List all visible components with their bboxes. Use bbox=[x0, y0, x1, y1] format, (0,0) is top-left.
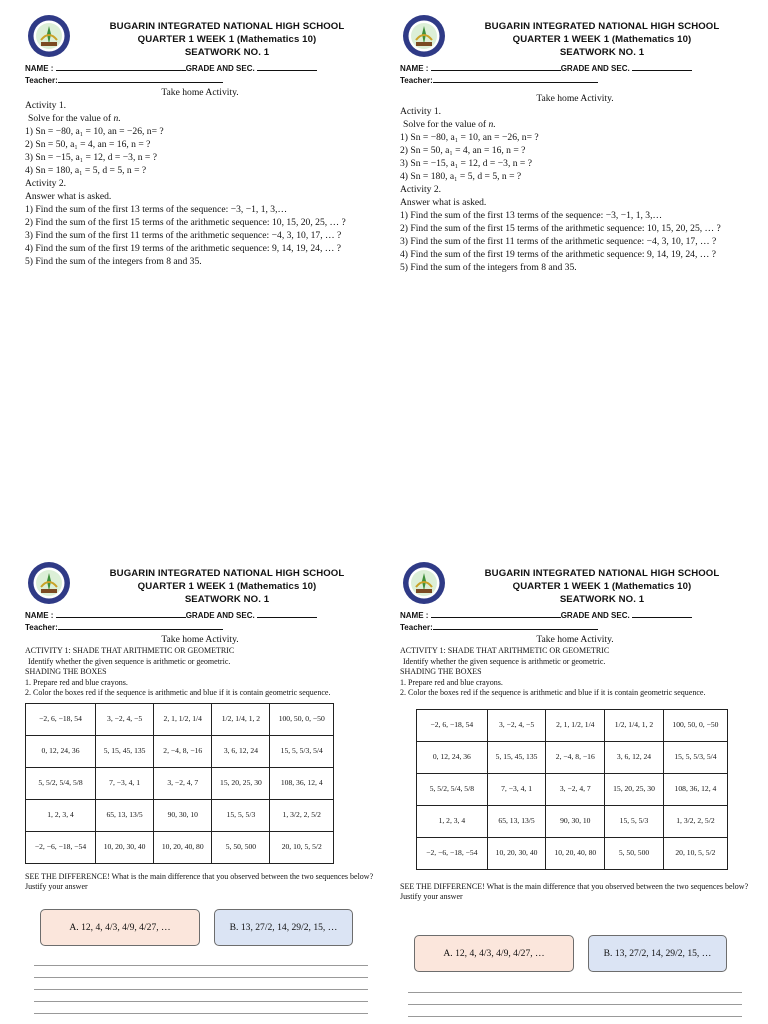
sequence-cell[interactable]: −2, 6, −18, 54 bbox=[26, 703, 96, 735]
sequence-cell[interactable]: 7, −3, 4, 1 bbox=[487, 773, 546, 805]
teacher-label: Teacher: bbox=[25, 623, 58, 632]
table-row bbox=[26, 703, 334, 735]
seatwork-sheet-bottom-left bbox=[25, 561, 375, 893]
teacher-blank[interactable] bbox=[58, 74, 223, 83]
seatwork-title: SEATWORK NO. 1 bbox=[184, 47, 270, 58]
school-name: BUGARIN INTEGRATED NATIONAL HIGH SCHOOL bbox=[484, 21, 720, 32]
sequence-cell[interactable]: 5, 50, 500 bbox=[605, 837, 664, 869]
sequence-cell[interactable]: 10, 20, 30, 40 bbox=[487, 837, 546, 869]
sheet-header bbox=[400, 561, 750, 609]
school-title-block bbox=[454, 20, 750, 59]
answer-line[interactable] bbox=[34, 1001, 368, 1002]
school-name: BUGARIN INTEGRATED NATIONAL HIGH SCHOOL bbox=[484, 568, 720, 579]
sequence-cell[interactable]: 15, 20, 25, 30 bbox=[605, 773, 664, 805]
sequence-cell[interactable]: 1, 3/2, 2, 5/2 bbox=[270, 799, 334, 831]
name-label: NAME : bbox=[400, 611, 429, 620]
see-difference-question: SEE THE DIFFERENCE! What is the main difference that you observed between the two sequences below? Justify your answer bbox=[400, 881, 749, 901]
activity2-title: Activity 2. bbox=[25, 178, 67, 189]
activity1-item: 3) Sn = −15, a₁ = 12, d = −3, n = ? bbox=[400, 158, 533, 169]
seatwork-sheet-bottom-right bbox=[400, 561, 750, 903]
name-blank[interactable] bbox=[56, 609, 186, 618]
sequence-cell[interactable]: 10, 20, 30, 40 bbox=[96, 831, 154, 863]
name-grade-row bbox=[25, 609, 375, 621]
sequence-cell[interactable]: 65, 13, 13/5 bbox=[487, 805, 546, 837]
grade-label: GRADE AND SEC. bbox=[560, 64, 630, 73]
sequence-cell[interactable]: 3, 6, 12, 24 bbox=[605, 741, 664, 773]
see-difference-question: SEE THE DIFFERENCE! What is the main difference that you observed between the two sequences below? Justify your answer bbox=[25, 871, 374, 891]
sequence-box-a: A. 12, 4, 4/3, 4/9, 4/27, … bbox=[40, 909, 200, 946]
activity1-item: 2) Sn = 50, a₁ = 4, an = 16, n = ? bbox=[400, 145, 526, 156]
activity1-item: 3) Sn = −15, a₁ = 12, d = −3, n = ? bbox=[25, 152, 158, 163]
sequence-cell[interactable]: 3, 6, 12, 24 bbox=[212, 735, 270, 767]
sequence-cell[interactable]: −2, −6, −18, −54 bbox=[26, 831, 96, 863]
seatwork-title: SEATWORK NO. 1 bbox=[184, 594, 270, 605]
sequence-cell[interactable]: 90, 30, 10 bbox=[546, 805, 605, 837]
sequence-cell[interactable]: 15, 20, 25, 30 bbox=[212, 767, 270, 799]
sequence-cell[interactable]: −2, −6, −18, −54 bbox=[417, 837, 488, 869]
sequence-cell[interactable]: 10, 20, 40, 80 bbox=[546, 837, 605, 869]
activity2-instruction: Answer what is asked. bbox=[400, 197, 487, 208]
take-home-title: Take home Activity. bbox=[536, 634, 614, 645]
sequence-cell[interactable]: 65, 13, 13/5 bbox=[96, 799, 154, 831]
sequence-cell[interactable]: 20, 10, 5, 5/2 bbox=[270, 831, 334, 863]
sequence-box-b: B. 13, 27/2, 14, 29/2, 15, … bbox=[588, 935, 727, 972]
grade-blank[interactable] bbox=[632, 62, 692, 71]
activity-title: ACTIVITY 1: SHADE THAT ARITHMETIC OR GEOMETRIC bbox=[400, 646, 610, 655]
take-home-title: Take home Activity. bbox=[536, 93, 614, 104]
table-row bbox=[26, 735, 334, 767]
quarter-title: QUARTER 1 WEEK 1 (Mathematics 10) bbox=[137, 581, 317, 592]
sequence-cell[interactable]: 1, 3/2, 2, 5/2 bbox=[663, 805, 727, 837]
activity2-item: 1) Find the sum of the first 13 terms of the sequence: −3, −1, 1, 3,… bbox=[400, 210, 663, 221]
sequence-cell[interactable]: 0, 12, 24, 36 bbox=[417, 741, 488, 773]
school-name: BUGARIN INTEGRATED NATIONAL HIGH SCHOOL bbox=[109, 568, 345, 579]
table-row bbox=[26, 767, 334, 799]
step-2: 2. Color the boxes red if the sequence is arithmetic and blue if it is contain geometric sequence. bbox=[400, 688, 706, 697]
answer-line[interactable] bbox=[34, 1013, 368, 1014]
shading-heading: SHADING THE BOXES bbox=[25, 667, 107, 676]
answer-line[interactable] bbox=[34, 965, 368, 966]
sequence-cell[interactable]: 0, 12, 24, 36 bbox=[26, 735, 96, 767]
sequence-cell[interactable]: 15, 5, 5/3 bbox=[212, 799, 270, 831]
name-blank[interactable] bbox=[56, 62, 186, 71]
name-blank[interactable] bbox=[431, 62, 561, 71]
activity1-item: 4) Sn = 180, a₁ = 5, d = 5, n = ? bbox=[25, 165, 147, 176]
table-row bbox=[417, 837, 728, 869]
activity1-item: 1) Sn = −80, a₁ = 10, an = −26, n= ? bbox=[400, 132, 539, 143]
teacher-label: Teacher: bbox=[400, 623, 433, 632]
sequence-cell[interactable]: 100, 50, 0, −50 bbox=[663, 709, 727, 741]
activity2-item: 5) Find the sum of the integers from 8 and 35. bbox=[25, 256, 202, 267]
seatwork-title: SEATWORK NO. 1 bbox=[559, 594, 645, 605]
teacher-label: Teacher: bbox=[25, 76, 58, 85]
activity2-item: 2) Find the sum of the first 15 terms of the arithmetic sequence: 10, 15, 20, 25, … ? bbox=[400, 223, 721, 234]
answer-line[interactable] bbox=[408, 1016, 742, 1017]
sequence-cell[interactable]: 15, 5, 5/3 bbox=[605, 805, 664, 837]
name-label: NAME : bbox=[25, 611, 54, 620]
activity1-instruction: Solve for the value of n. bbox=[28, 113, 121, 124]
step-1: 1. Prepare red and blue crayons. bbox=[400, 677, 503, 687]
sequence-cell[interactable]: 15, 5, 5/3, 5/4 bbox=[663, 741, 727, 773]
activity1-item: 1) Sn = −80, a₁ = 10, an = −26, n= ? bbox=[25, 126, 164, 137]
school-title-block bbox=[454, 567, 750, 606]
identify-instruction: Identify whether the given sequence is arithmetic or geometric. bbox=[403, 656, 606, 666]
take-home-title: Take home Activity. bbox=[161, 634, 239, 645]
activity2-title: Activity 2. bbox=[400, 184, 442, 195]
school-name: BUGARIN INTEGRATED NATIONAL HIGH SCHOOL bbox=[109, 21, 345, 32]
step-1: 1. Prepare red and blue crayons. bbox=[25, 677, 128, 687]
shading-heading: SHADING THE BOXES bbox=[400, 667, 482, 676]
teacher-blank[interactable] bbox=[433, 74, 598, 83]
quarter-title: QUARTER 1 WEEK 1 (Mathematics 10) bbox=[512, 34, 692, 45]
teacher-label: Teacher: bbox=[400, 76, 433, 85]
sequence-cell[interactable]: 90, 30, 10 bbox=[154, 799, 212, 831]
table-row bbox=[417, 805, 728, 837]
sequence-cell[interactable]: 5, 5/2, 5/4, 5/8 bbox=[26, 767, 96, 799]
school-logo bbox=[402, 561, 446, 605]
teacher-row bbox=[25, 621, 375, 633]
activity2-item: 4) Find the sum of the first 19 terms of the arithmetic sequence: 9, 14, 19, 24, … ? bbox=[400, 249, 716, 260]
sequence-cell[interactable]: 20, 10, 5, 5/2 bbox=[663, 837, 727, 869]
name-label: NAME : bbox=[400, 64, 429, 73]
sequence-box-a: A. 12, 4, 4/3, 4/9, 4/27, … bbox=[414, 935, 574, 972]
sequence-cell[interactable]: 108, 36, 12, 4 bbox=[663, 773, 727, 805]
sequence-cell[interactable]: 2, 1, 1/2, 1/4 bbox=[154, 703, 212, 735]
answer-line[interactable] bbox=[34, 989, 368, 990]
activity1-item: 4) Sn = 180, a₁ = 5, d = 5, n = ? bbox=[400, 171, 522, 182]
sequence-cell[interactable]: 100, 50, 0, −50 bbox=[270, 703, 334, 735]
activity1-instruction: Solve for the value of n. bbox=[403, 119, 496, 130]
sequence-cell[interactable]: 7, −3, 4, 1 bbox=[96, 767, 154, 799]
table-row bbox=[417, 773, 728, 805]
activity-title: ACTIVITY 1: SHADE THAT ARITHMETIC OR GEOMETRIC bbox=[25, 646, 235, 655]
teacher-blank[interactable] bbox=[433, 621, 598, 630]
seatwork-title: SEATWORK NO. 1 bbox=[559, 47, 645, 58]
table-row bbox=[417, 709, 728, 741]
school-logo bbox=[402, 14, 446, 58]
activity2-item: 2) Find the sum of the first 15 terms of the arithmetic sequence: 10, 15, 20, 25, … ? bbox=[25, 217, 346, 228]
identify-instruction: Identify whether the given sequence is arithmetic or geometric. bbox=[28, 656, 231, 666]
sequence-table bbox=[25, 703, 334, 864]
name-grade-row bbox=[400, 62, 750, 74]
name-label: NAME : bbox=[25, 64, 54, 73]
teacher-blank[interactable] bbox=[58, 621, 223, 630]
sequence-cell[interactable]: 2, −4, 8, −16 bbox=[154, 735, 212, 767]
sequence-cell[interactable]: 3, −2, 4, −5 bbox=[96, 703, 154, 735]
sequence-box-b: B. 13, 27/2, 14, 29/2, 15, … bbox=[214, 909, 353, 946]
sequence-cell[interactable]: 1, 2, 3, 4 bbox=[417, 805, 488, 837]
activity2-item: 1) Find the sum of the first 13 terms of the sequence: −3, −1, 1, 3,… bbox=[25, 204, 288, 215]
answer-line[interactable] bbox=[408, 992, 742, 993]
name-grade-row bbox=[400, 609, 750, 621]
seatwork-sheet-top-left bbox=[25, 14, 375, 268]
table-row bbox=[417, 741, 728, 773]
sequence-cell[interactable]: 108, 36, 12, 4 bbox=[270, 767, 334, 799]
grade-blank[interactable] bbox=[257, 609, 317, 618]
table-row bbox=[26, 831, 334, 863]
sequence-table bbox=[416, 709, 728, 870]
sequence-cell[interactable]: 1/2, 1/4, 1, 2 bbox=[605, 709, 664, 741]
quarter-title: QUARTER 1 WEEK 1 (Mathematics 10) bbox=[137, 34, 317, 45]
activity1-title: Activity 1. bbox=[400, 106, 442, 117]
activity2-item: 4) Find the sum of the first 19 terms of the arithmetic sequence: 9, 14, 19, 24, … ? bbox=[25, 243, 341, 254]
sequence-cell[interactable]: 2, −4, 8, −16 bbox=[546, 741, 605, 773]
sequence-cell[interactable]: 1/2, 1/4, 1, 2 bbox=[212, 703, 270, 735]
seatwork-sheet-top-right bbox=[400, 14, 750, 274]
grade-label: GRADE AND SEC. bbox=[185, 64, 255, 73]
grade-label: GRADE AND SEC. bbox=[185, 611, 255, 620]
sequence-cell[interactable]: 5, 15, 45, 135 bbox=[96, 735, 154, 767]
sheet-header bbox=[25, 14, 375, 62]
sequence-cell[interactable]: 3, −2, 4, −5 bbox=[487, 709, 546, 741]
activity2-instruction: Answer what is asked. bbox=[25, 191, 112, 202]
activity2-item: 5) Find the sum of the integers from 8 and 35. bbox=[400, 262, 577, 273]
sequence-cell[interactable]: 10, 20, 40, 80 bbox=[154, 831, 212, 863]
activity2-item: 3) Find the sum of the first 11 terms of the arithmetic sequence: −4, 3, 10, 17, … ? bbox=[25, 230, 342, 241]
step-2: 2. Color the boxes red if the sequence is arithmetic and blue if it is contain geometric sequence. bbox=[25, 688, 331, 697]
sequence-cell[interactable]: 15, 5, 5/3, 5/4 bbox=[270, 735, 334, 767]
school-logo bbox=[27, 561, 71, 605]
answer-line[interactable] bbox=[408, 1004, 742, 1005]
sheet-header bbox=[400, 14, 750, 62]
school-title-block bbox=[79, 20, 375, 59]
sequence-cell[interactable]: 3, −2, 4, 7 bbox=[546, 773, 605, 805]
grade-blank[interactable] bbox=[632, 609, 692, 618]
sequence-cell[interactable]: 5, 5/2, 5/4, 5/8 bbox=[417, 773, 488, 805]
answer-line[interactable] bbox=[34, 977, 368, 978]
school-title-block bbox=[79, 567, 375, 606]
sequence-cell[interactable]: 3, −2, 4, 7 bbox=[154, 767, 212, 799]
teacher-row bbox=[25, 74, 375, 86]
teacher-row bbox=[400, 74, 750, 86]
name-grade-row bbox=[25, 62, 375, 74]
activity1-item: 2) Sn = 50, a₁ = 4, an = 16, n = ? bbox=[25, 139, 151, 150]
name-blank[interactable] bbox=[431, 609, 561, 618]
sheet-header bbox=[25, 561, 375, 609]
take-home-title: Take home Activity. bbox=[161, 87, 239, 98]
sequence-cell[interactable]: 1, 2, 3, 4 bbox=[26, 799, 96, 831]
grade-blank[interactable] bbox=[257, 62, 317, 71]
table-row bbox=[26, 799, 334, 831]
activity1-title: Activity 1. bbox=[25, 100, 67, 111]
grade-label: GRADE AND SEC. bbox=[560, 611, 630, 620]
school-logo bbox=[27, 14, 71, 58]
quarter-title: QUARTER 1 WEEK 1 (Mathematics 10) bbox=[512, 581, 692, 592]
sequence-cell[interactable]: 5, 15, 45, 135 bbox=[487, 741, 546, 773]
activity2-item: 3) Find the sum of the first 11 terms of the arithmetic sequence: −4, 3, 10, 17, … ? bbox=[400, 236, 717, 247]
teacher-row bbox=[400, 621, 750, 633]
sequence-cell[interactable]: 2, 1, 1/2, 1/4 bbox=[546, 709, 605, 741]
sequence-cell[interactable]: −2, 6, −18, 54 bbox=[417, 709, 488, 741]
sequence-cell[interactable]: 5, 50, 500 bbox=[212, 831, 270, 863]
